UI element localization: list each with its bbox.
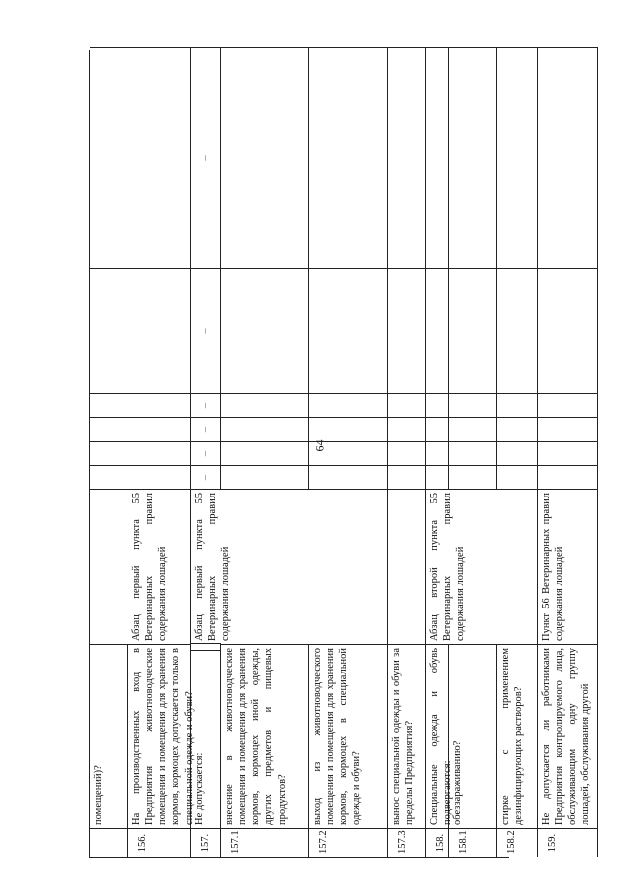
comment-cell — [90, 268, 191, 393]
comment-extra-cell — [497, 47, 538, 268]
answer-yes-cell: – — [191, 465, 221, 489]
comment-extra-cell — [538, 47, 598, 268]
answer-other-cell — [90, 393, 191, 417]
comment-cell — [309, 268, 388, 393]
question-cell: стирке с применением дезинфицирующих растворов? — [497, 644, 538, 828]
row-number-cell: 159. — [538, 828, 598, 857]
answer-other-cell — [538, 393, 598, 417]
norm-cell: Пункт 56 Ветеринарных правил содержания лошадей — [538, 489, 598, 644]
answer-other-cell — [426, 393, 449, 417]
comment-cell — [538, 268, 598, 393]
answer-yes-cell — [388, 465, 426, 489]
answer-na-cell — [538, 417, 598, 441]
comment-cell — [497, 268, 538, 393]
answer-yes-cell — [309, 465, 388, 489]
answer-no-cell — [90, 441, 191, 465]
comment-cell — [426, 268, 449, 393]
answer-yes-cell — [221, 465, 309, 489]
row-number-cell: 156. — [128, 828, 191, 857]
comment-extra-cell — [221, 47, 309, 268]
row-number-cell: 157.2 — [309, 828, 388, 857]
page-number: 64 — [312, 439, 327, 451]
answer-other-cell — [497, 393, 538, 417]
answer-no-cell — [388, 441, 426, 465]
answer-na-cell — [449, 417, 497, 441]
answer-no-cell — [426, 441, 449, 465]
row-number-cell — [90, 828, 128, 857]
comment-extra-cell — [426, 47, 449, 268]
answer-na-cell: – — [191, 417, 221, 441]
row-number-cell: 157.1 — [221, 828, 309, 857]
comment-cell: – — [191, 268, 221, 393]
row-number-cell: 157.3 — [388, 828, 426, 857]
answer-no-cell — [309, 441, 388, 465]
question-cell: выход из животноводческого помещения и помещения для хранения кормов, кормоцех в специальной одежде и обуви? — [309, 644, 388, 828]
answer-yes-cell — [497, 465, 538, 489]
norm-cell: Абзац первый пункта 55 Ветеринарных правил содержания лошадей — [191, 489, 388, 644]
comment-extra-cell: – — [191, 47, 221, 268]
row-number-cell: 158.2 — [497, 828, 538, 857]
answer-na-cell — [309, 417, 388, 441]
row-number-cell: 158. — [426, 828, 449, 857]
question-cell: Специальные одежда и обувь подвергаются: — [426, 644, 449, 828]
comment-cell — [449, 268, 497, 393]
question-cell: Не допускается ли работниками Предприятия контролируемого лица, обслуживающим одну группу лошадей, обслуживания другой — [538, 644, 598, 828]
answer-na-cell — [426, 417, 449, 441]
answer-other-cell — [309, 393, 388, 417]
question-cell: Не допускается: — [191, 650, 221, 828]
question-cell: обеззараживанию? — [449, 644, 497, 828]
comment-extra-cell — [309, 47, 388, 268]
question-cell: вынос специальной одежды и обуви за пределы Предприятия? — [388, 644, 426, 828]
row-number-cell: 158.1 — [449, 828, 497, 857]
answer-no-cell — [538, 441, 598, 465]
answer-yes-cell — [90, 465, 191, 489]
answer-na-cell — [221, 417, 309, 441]
answer-other-cell — [449, 393, 497, 417]
question-cell: помещений)? — [90, 644, 128, 828]
comment-cell — [221, 268, 309, 393]
checklist-table-grid — [89, 50, 592, 858]
answer-yes-cell — [426, 465, 449, 489]
norm-cell: Абзац первый пункта 55 Ветеринарных правил содержания лошадей — [128, 489, 191, 644]
answer-na-cell — [497, 417, 538, 441]
norm-cell: Абзац второй пункта 55 Ветеринарных правил содержания лошадей — [426, 489, 538, 644]
norm-cell — [388, 489, 426, 644]
answer-no-cell — [449, 441, 497, 465]
question-cell: внесение в животноводческие помещения и помещения для хранения кормов, кормоцех иной одежды, других предметов и пищевых продуктов? — [221, 644, 309, 828]
answer-no-cell — [221, 441, 309, 465]
answer-no-cell — [497, 441, 538, 465]
answer-yes-cell — [538, 465, 598, 489]
spacer-cell — [191, 643, 221, 650]
comment-extra-cell — [388, 47, 426, 268]
answer-other-cell: – — [191, 393, 221, 417]
answer-other-cell — [221, 393, 309, 417]
answer-yes-cell — [449, 465, 497, 489]
comment-extra-cell — [449, 47, 497, 268]
answer-na-cell — [90, 417, 191, 441]
row-number-cell: 157. — [191, 828, 221, 857]
answer-other-cell — [388, 393, 426, 417]
comment-extra-cell — [90, 47, 191, 268]
question-cell: На производственных вход в Предприятия животноводческие помещения и помещения для хранения кормов, кормоцех допускается только в специальной одежде и обуви? — [128, 644, 191, 828]
answer-na-cell — [388, 417, 426, 441]
answer-no-cell: – — [191, 441, 221, 465]
comment-cell — [388, 268, 426, 393]
